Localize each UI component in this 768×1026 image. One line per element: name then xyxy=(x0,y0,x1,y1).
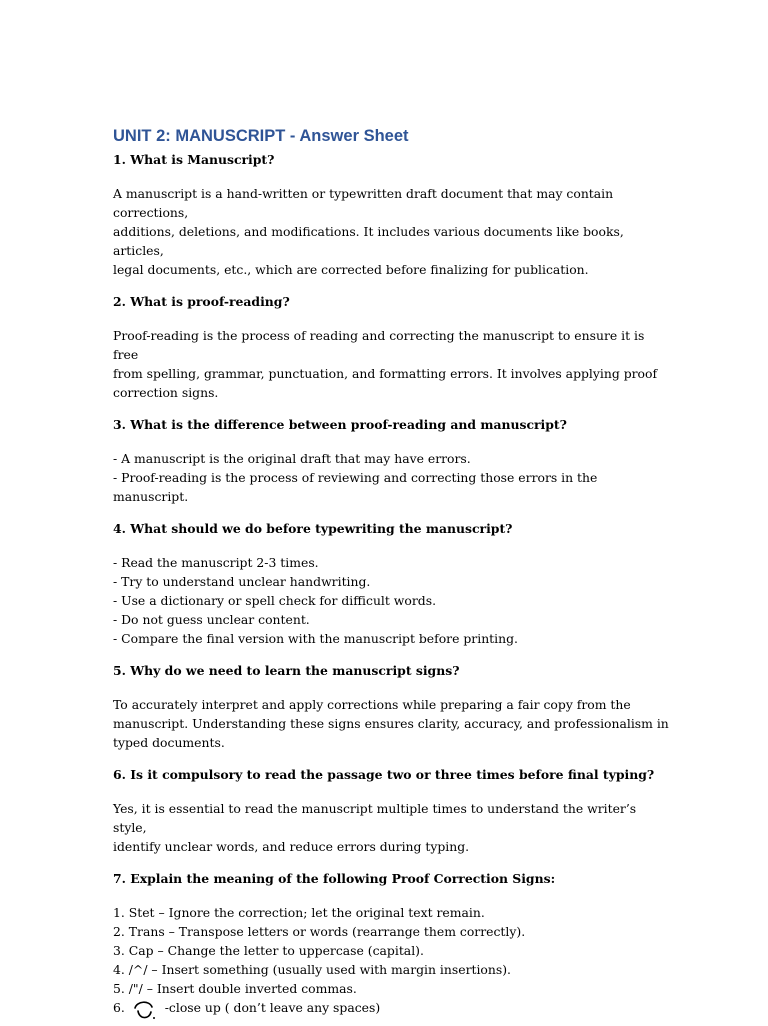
answer-line: - Proof-reading is the process of reviewing and correcting those errors in the manuscript. xyxy=(113,470,598,504)
answer-line: Yes, it is essential to read the manuscript multiple times to understand the writer’s style, xyxy=(113,801,637,835)
answer-3 xyxy=(113,449,673,506)
answer-line: - Compare the final version with the manuscript before printing. xyxy=(113,631,518,646)
page-title: UNIT 2: MANUSCRIPT - Answer Sheet xyxy=(113,127,409,145)
question-5: 5. Why do we need to learn the manuscript signs? xyxy=(113,663,460,678)
answer-line: from spelling, grammar, punctuation, and formatting errors. It involves applying proof xyxy=(113,366,658,381)
close-up-sign-icon xyxy=(131,997,157,1021)
answer-line: 2. Trans – Transpose letters or words (rearrange them correctly). xyxy=(113,924,526,939)
answer-line: Proof-reading is the process of reading and correcting the manuscript to ensure it is free xyxy=(113,328,645,362)
question-3: 3. What is the difference between proof-reading and manuscript? xyxy=(113,417,567,432)
answer-line: additions, deletions, and modifications. It includes various documents like books, articles, xyxy=(113,224,624,258)
answer-line: - Do not guess unclear content. xyxy=(113,612,310,627)
question-2: 2. What is proof-reading? xyxy=(113,294,290,309)
answer-line: - Try to understand unclear handwriting. xyxy=(113,574,371,589)
answer-line: 4. /^/ – Insert something (usually used with margin insertions). xyxy=(113,962,512,977)
answer-7 xyxy=(113,903,673,1022)
document-content xyxy=(113,125,673,1022)
answer-line: legal documents, etc., which are corrected before finalizing for publication. xyxy=(113,262,589,277)
answer-line: identify unclear words, and reduce errors during typing. xyxy=(113,839,470,854)
answer-line: - Read the manuscript 2-3 times. xyxy=(113,555,319,570)
answer-line: typed documents. xyxy=(113,735,225,750)
close-up-description: -close up ( don’t leave any spaces) xyxy=(164,1000,381,1015)
answer-2 xyxy=(113,326,673,402)
answer-line: A manuscript is a hand-written or typewritten draft document that may contain corrections, xyxy=(113,186,614,220)
question-7: 7. Explain the meaning of the following Proof Correction Signs: xyxy=(113,871,556,886)
answer-line: 3. Cap – Change the letter to uppercase (capital). xyxy=(113,943,424,958)
question-4: 4. What should we do before typewriting the manuscript? xyxy=(113,521,513,536)
answer-1 xyxy=(113,184,673,279)
answer-line: manuscript. Understanding these signs ensures clarity, accuracy, and professionalism in xyxy=(113,716,669,731)
answer-line: - A manuscript is the original draft that may have errors. xyxy=(113,451,471,466)
close-up-item xyxy=(113,998,673,1022)
answer-5 xyxy=(113,695,673,752)
answer-line: 1. Stet – Ignore the correction; let the original text remain. xyxy=(113,905,485,920)
answer-line: To accurately interpret and apply corrections while preparing a fair copy from the xyxy=(113,697,631,712)
answer-line: - Use a dictionary or spell check for difficult words. xyxy=(113,593,437,608)
answer-6 xyxy=(113,799,673,856)
answer-line: 5. /"/ – Insert double inverted commas. xyxy=(113,981,357,996)
answer-4 xyxy=(113,553,673,648)
answer-line: correction signs. xyxy=(113,385,219,400)
question-1: 1. What is Manuscript? xyxy=(113,152,275,167)
item-number: 6. xyxy=(113,1000,125,1015)
question-6: 6. Is it compulsory to read the passage two or three times before final typing? xyxy=(113,767,655,782)
